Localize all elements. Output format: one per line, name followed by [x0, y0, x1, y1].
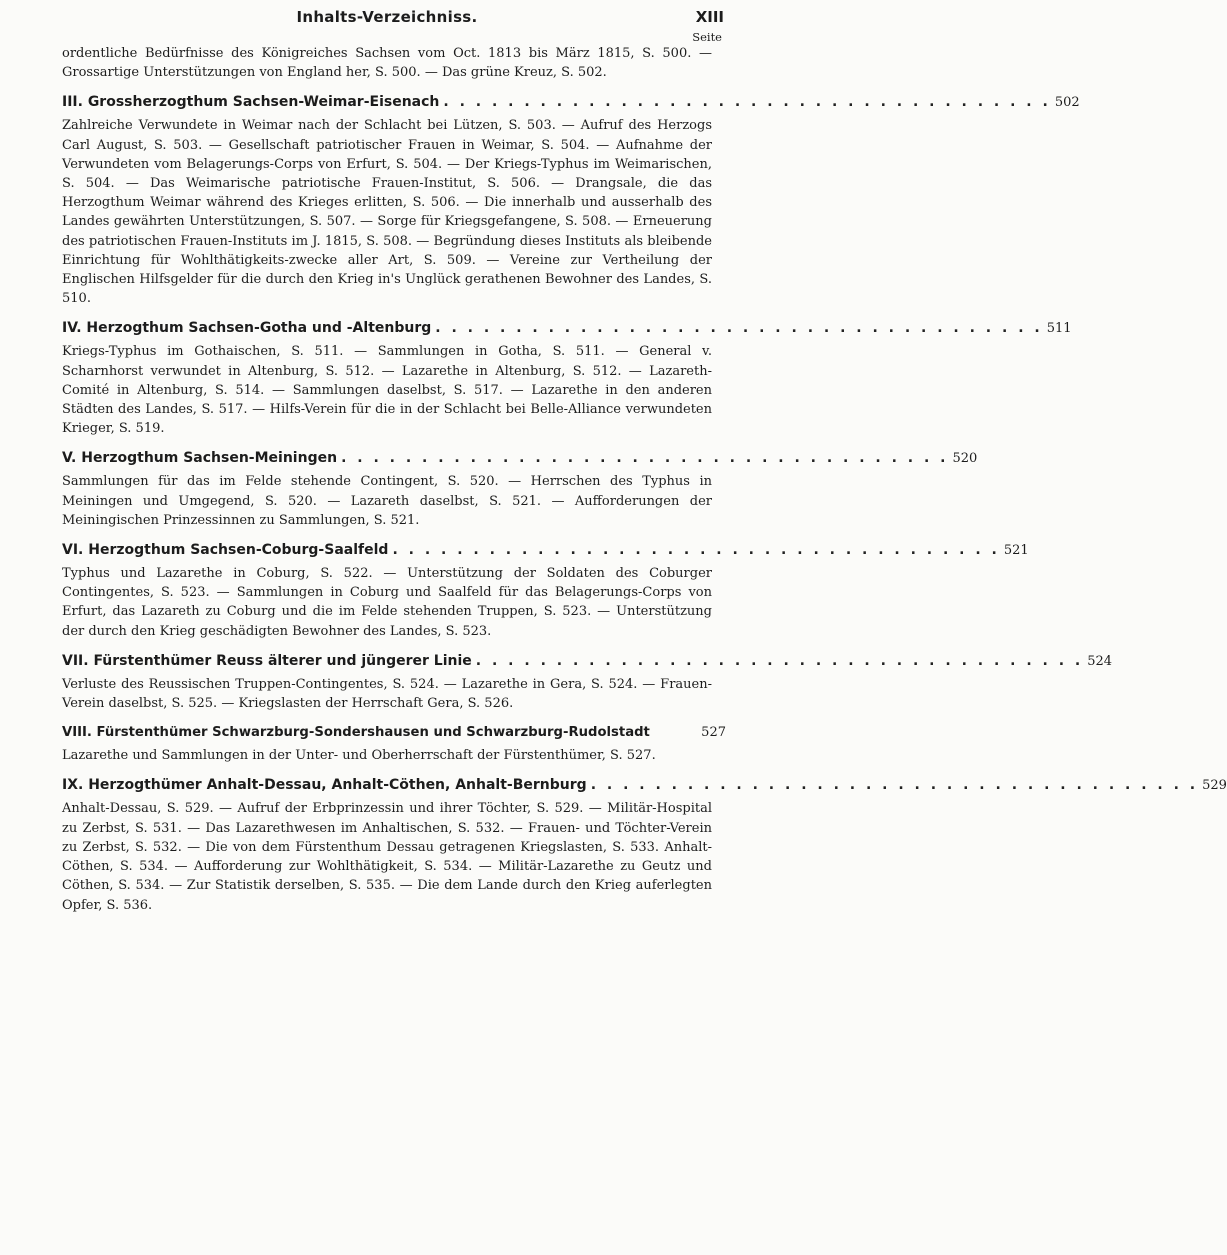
toc-section-9: [62, 774, 1227, 914]
section-title: V. Herzogthum Sachsen-Meiningen: [62, 450, 338, 467]
section-heading: [62, 447, 978, 470]
section-page: 529: [1202, 778, 1227, 794]
section-text: Sammlungen für das im Felde stehende Contingent, S. 520. — Herrschen des Typhus in Meiningen und Umgegend, S. 520. — Lazareth daselbst, S. 521. — Aufforderungen der Meiningischen Prinzessinnen zu Sammlungen, S. 521.: [62, 474, 712, 528]
page-number: XIII: [695, 8, 724, 26]
leader-dots: . . . . . . . . . . . . . . . . . . . . . . . . . . . . . . . . . . . . . .: [392, 542, 1000, 559]
section-title: IX. Herzogthümer Anhalt-Dessau, Anhalt-Cöthen, Anhalt-Bernburg: [62, 777, 587, 794]
section-text: Typhus und Lazarethe in Coburg, S. 522. — Unterstützung der Soldaten des Coburger Contingentes, S. 523. — Sammlungen in Coburg und Saalfeld für das Belagerungs-Corps von Erfurt, das Lazareth zu Coburg und die im Felde stehenden Truppen, S. 523. — Unterstützung der durch den Krieg geschädigten Bewohner des Landes, S. 523.: [62, 566, 712, 639]
section-heading: [62, 91, 1080, 114]
section-title: VII. Fürstenthümer Reuss älterer und jüngerer Linie: [62, 652, 472, 669]
section-title: III. Grossherzogthum Sachsen-Weimar-Eisenach: [62, 94, 440, 111]
page-header: [62, 8, 724, 44]
toc-section-7: [62, 650, 1113, 713]
intro-paragraph: ordentliche Bedürfnisse des Königreiches Sachsen vom Oct. 1813 bis März 1815, S. 500. — Grossartige Unterstützungen von England her, S. 500. — Das grüne Kreuz, S. 502.: [62, 46, 712, 81]
leader-dots: . . . . . . . . . . . . . . . . . . . . . . . . . . . . . . . . . . . . . .: [443, 94, 1051, 111]
running-title: Inhalts-Verzeichniss.: [296, 8, 478, 26]
section-page: 520: [952, 451, 978, 467]
section-title: IV. Herzogthum Sachsen-Gotha und -Altenburg: [62, 320, 432, 337]
section-heading: [62, 317, 1072, 340]
section-title: VIII. Fürstenthümer Schwarzburg-Sondershausen und Schwarzburg-Rudolstadt: [62, 725, 650, 741]
leader-dots: . . . . . . . . . . . . . . . . . . . . . . . . . . . . . . . . . . . . . .: [475, 652, 1084, 669]
section-text: Verluste des Reussischen Truppen-Contingentes, S. 524. — Lazarethe in Gera, S. 524. — Frauen-Verein daselbst, S. 525. — Kriegslasten der Herrschaft Gera, S. 526.: [62, 676, 712, 712]
section-heading: [62, 650, 1113, 673]
toc-page: [62, 8, 1227, 915]
section-page: 524: [1087, 653, 1113, 669]
section-text: Lazarethe und Sammlungen in der Unter- und Oberherrschaft der Fürstenthümer, S. 527.: [62, 748, 656, 764]
toc-section-4: [62, 317, 1072, 438]
section-heading: [62, 539, 1029, 562]
leader-dots: . . . . . . . . . . . . . . . . . . . . . . . . . . . . . . . . . . . . . .: [590, 777, 1199, 794]
toc-section-6: [62, 539, 1029, 641]
section-text: Zahlreiche Verwundete in Weimar nach der Schlacht bei Lützen, S. 503. — Aufruf des Herzogs Carl August, S. 503. — Gesellschaft patriotischer Frauen in Weimar, S. 504. — Aufnahme der Verwundeten vom Belagerungs-Corps von Erfurt, S. 504. — Der Kriegs-Typhus im Weimarischen, S. 504. — Das Weimarische patriotische Frauen-Institut, S. 506. — Drangsale, die das Herzogthum Weimar während des Krieges erlitten, S. 506. — Die innerhalb und ausserhalb des Landes gewährten Unterstützungen, S. 507. — Sorge für Kriegsgefangene, S. 508. — Erneuerung des patriotischen Frauen-Instituts im J. 1815, S. 508. — Begründung dieses Instituts als bleibende Einrichtung für Wohlthätigkeits-zwecke aller Art, S. 509. — Vereine zur Vertheilung der Englischen Hilfsgelder für die durch den Krieg in's Unglück gerathenen Bewohner des Landes, S. 510.: [62, 118, 712, 307]
section-heading: [62, 774, 1227, 797]
toc-section-3: [62, 91, 1080, 308]
leader-dots: . . . . . . . . . . . . . . . . . . . . . . . . . . . . . . . . . . . . . .: [435, 320, 1043, 337]
toc-section-8: [62, 722, 726, 765]
section-text: Anhalt-Dessau, S. 529. — Aufruf der Erbprinzessin und ihrer Töchter, S. 529. — Militär-Hospital zu Zerbst, S. 531. — Das Lazarethwesen im Anhaltischen, S. 532. — Frauen- und Töchter-Verein zu Zerbst, S. 532. — Die von dem Fürstenthum Dessau getragenen Kriegslasten, S. 533. Anhalt-Cöthen, S. 534. — Aufforderung zur Wohlthätigkeit, S. 534. — Militär-Lazarethe zu Geutz und Cöthen, S. 534. — Zur Statistik derselben, S. 535. — Die dem Lande durch den Krieg auferlegten Opfer, S. 536.: [62, 801, 712, 913]
section-heading: [62, 722, 726, 744]
seite-label: Seite: [692, 30, 722, 44]
section-page: 511: [1046, 321, 1072, 337]
section-title: VI. Herzogthum Sachsen-Coburg-Saalfeld: [62, 542, 389, 559]
section-page: 527: [701, 725, 726, 741]
section-page: 521: [1003, 543, 1029, 559]
toc-section-5: [62, 447, 978, 530]
section-page: 502: [1054, 95, 1080, 111]
leader-dots: . . . . . . . . . . . . . . . . . . . . . . . . . . . . . . . . . . . . . .: [341, 450, 949, 467]
section-text: Kriegs-Typhus im Gothaischen, S. 511. — Sammlungen in Gotha, S. 511. — General v. Scharnhorst verwundet in Altenburg, S. 512. — Lazarethe in Altenburg, S. 512. — Lazareth-Comité in Altenburg, S. 514. — Sammlungen daselbst, S. 517. — Lazarethe in den anderen Städten des Landes, S. 517. — Hilfs-Verein für die in der Schlacht bei Belle-Alliance verwundeten Krieger, S. 519.: [62, 344, 712, 437]
